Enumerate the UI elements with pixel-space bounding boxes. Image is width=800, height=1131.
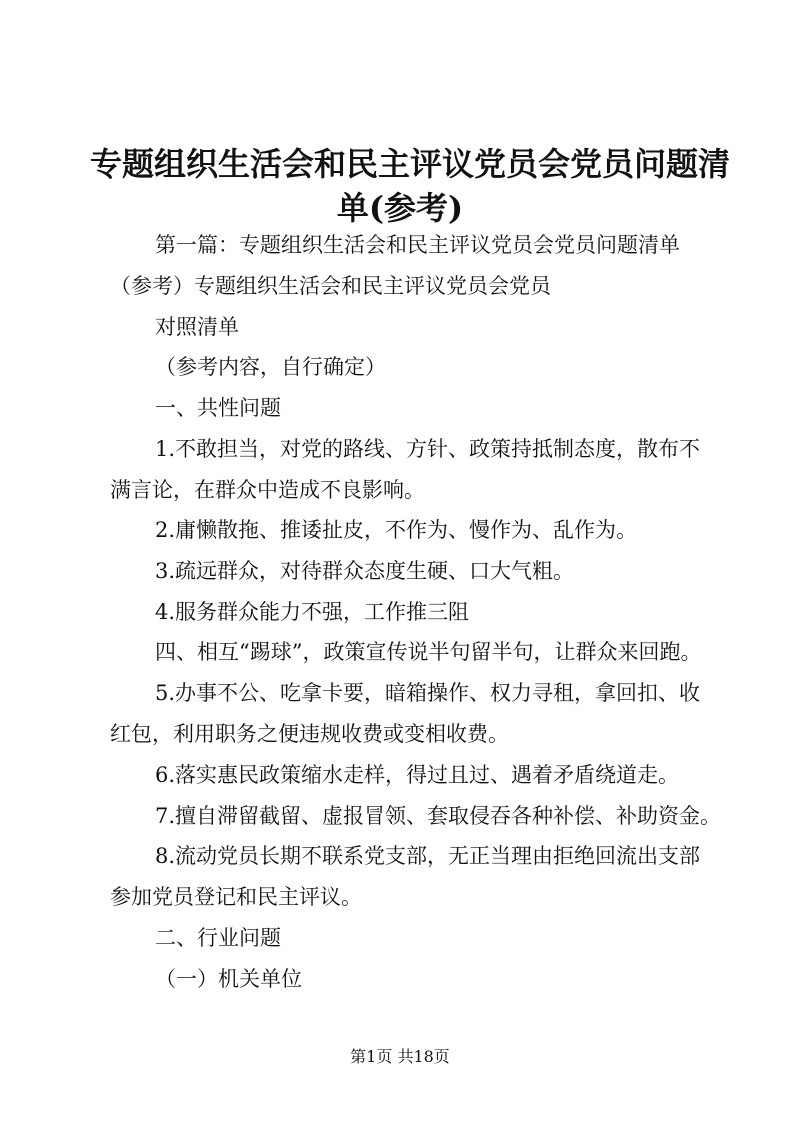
list-item-line: 4.服务群众能力不强，工作推三阻	[155, 600, 470, 624]
list-item-line: 红包，利用职务之便违规收费或变相收费。	[110, 722, 509, 746]
section-heading: 一、共性问题	[155, 396, 281, 420]
document-title-line-1: 专题组织生活会和民主评议党员会党员问题清	[90, 145, 731, 183]
list-item-line: 6.落实惠民政策缩水走样，得过且过、遇着矛盾绕道走。	[155, 763, 680, 787]
list-item-line: 7.擅自滞留截留、虚报冒领、套取侵吞各种补偿、补助资金。	[155, 804, 722, 828]
list-item-line: 满言论，在群众中造成不良影响。	[110, 478, 425, 502]
paragraph-line: 第一篇：专题组织生活会和民主评议党员会党员问题清单	[155, 233, 680, 257]
document-title-line-2: 单(参考)	[336, 189, 464, 227]
list-item-line: 参加党员登记和民主评议。	[110, 885, 362, 909]
page-number-footer: 第1页 共18页	[350, 1047, 450, 1066]
section-heading: 二、行业问题	[155, 926, 281, 950]
list-item-line: 5.办事不公、吃拿卡要，暗箱操作、权力寻租，拿回扣、收	[155, 681, 701, 705]
list-item-line: 3.疏远群众，对待群众态度生硬、口大气粗。	[155, 559, 575, 583]
subsection-heading: （一）机关单位	[155, 967, 302, 991]
list-item-line: 1.不敢担当，对党的路线、方针、政策持抵制态度，散布不	[155, 437, 701, 461]
list-item-line: 2.庸懒散拖、推诿扯皮，不作为、慢作为、乱作为。	[155, 518, 638, 542]
list-item-line: 四、相互“踢球”，政策宣传说半句留半句，让群众来回跑。	[155, 640, 702, 664]
paragraph-line: （参考内容，自行确定）	[155, 355, 386, 379]
paragraph-line: （参考）专题组织生活会和民主评议党员会党员	[110, 274, 551, 298]
list-item-line: 8.流动党员长期不联系党支部，无正当理由拒绝回流出支部	[155, 844, 701, 868]
paragraph-line: 对照清单	[155, 315, 239, 339]
